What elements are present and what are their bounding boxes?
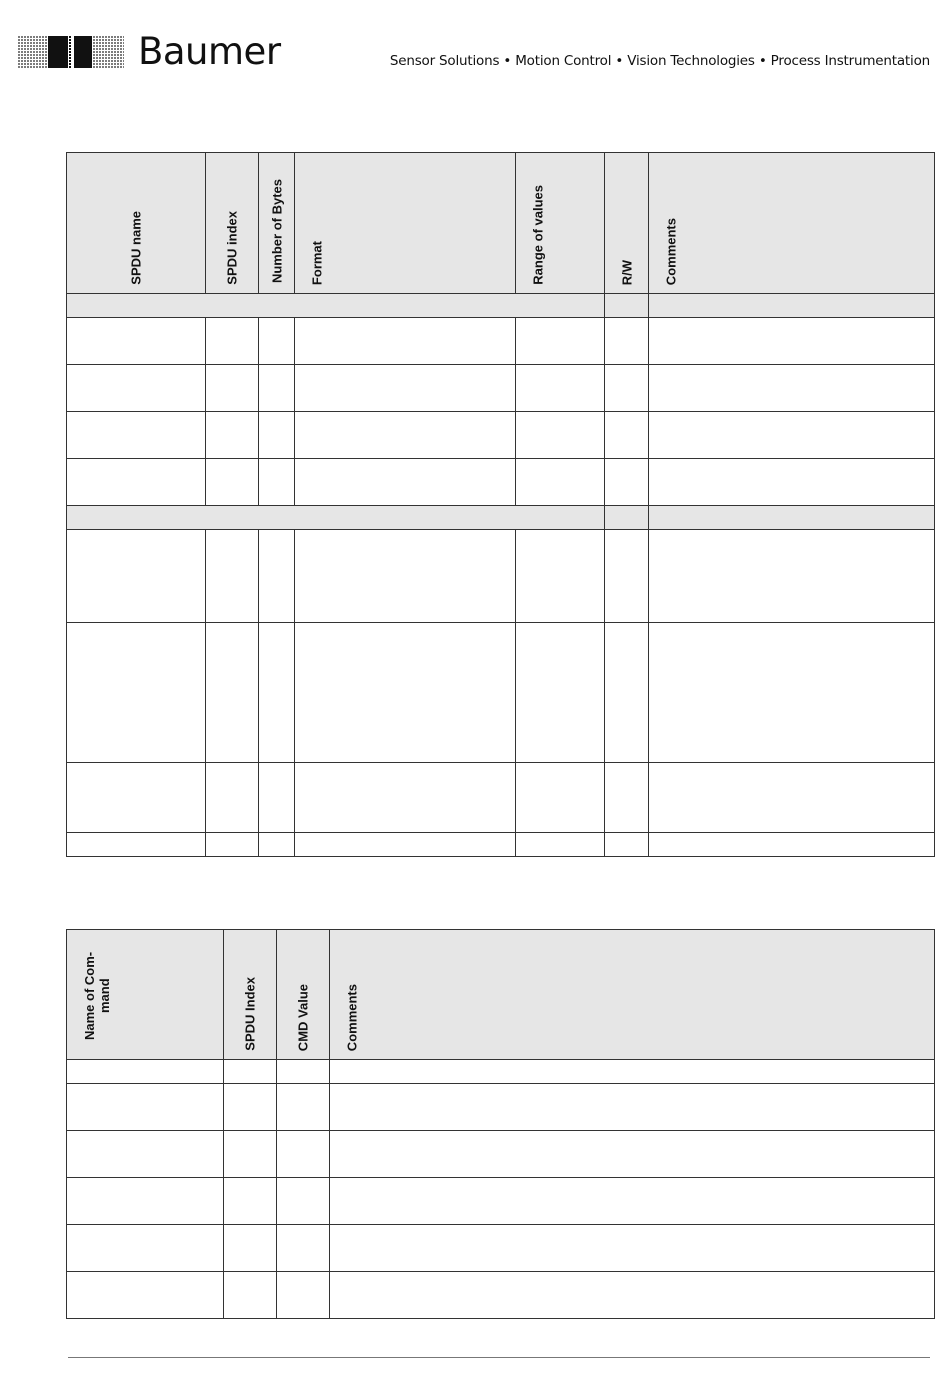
command-header-row — [67, 930, 935, 1060]
col-header-rw: R/W — [605, 153, 649, 294]
table-row — [67, 1084, 935, 1131]
page-header — [0, 0, 950, 110]
section-row — [67, 506, 935, 530]
table-row — [67, 459, 935, 506]
col-header-comments: Comments — [649, 153, 935, 294]
table-row — [67, 318, 935, 365]
spdu-table — [66, 152, 935, 857]
col-header-cmd-value: CMD Value — [277, 930, 330, 1060]
col-header-spdu-index: SPDU index — [206, 153, 259, 294]
baumer-logo-icon — [18, 36, 124, 68]
spdu-header-row — [67, 153, 935, 294]
table-row — [67, 763, 935, 833]
table-row — [67, 1272, 935, 1319]
col-header-name-of-command: Name of Com- mand — [67, 930, 224, 1060]
col-header-format: Format — [295, 153, 516, 294]
col-header-number-of-bytes: Number of Bytes — [259, 153, 295, 294]
col-header-spdu-index: SPDU Index — [224, 930, 277, 1060]
table-row — [67, 1178, 935, 1225]
table-row — [67, 1225, 935, 1272]
table-row — [67, 412, 935, 459]
command-table — [66, 929, 935, 1319]
col-header-comments: Comments — [330, 930, 935, 1060]
table-row — [67, 1060, 935, 1084]
brand-tagline: Sensor Solutions • Motion Control • Vision Technologies • Process Instrumentation — [389, 53, 930, 69]
section-row — [67, 294, 935, 318]
col-header-spdu-name: SPDU name — [67, 153, 206, 294]
col-header-range-of-values: Range of values — [516, 153, 605, 294]
table-row — [67, 530, 935, 623]
footer-divider — [68, 1357, 930, 1358]
table-row — [67, 1131, 935, 1178]
brand-name: Baumer — [138, 30, 281, 73]
table-row — [67, 833, 935, 857]
table-row — [67, 623, 935, 763]
table-row — [67, 365, 935, 412]
